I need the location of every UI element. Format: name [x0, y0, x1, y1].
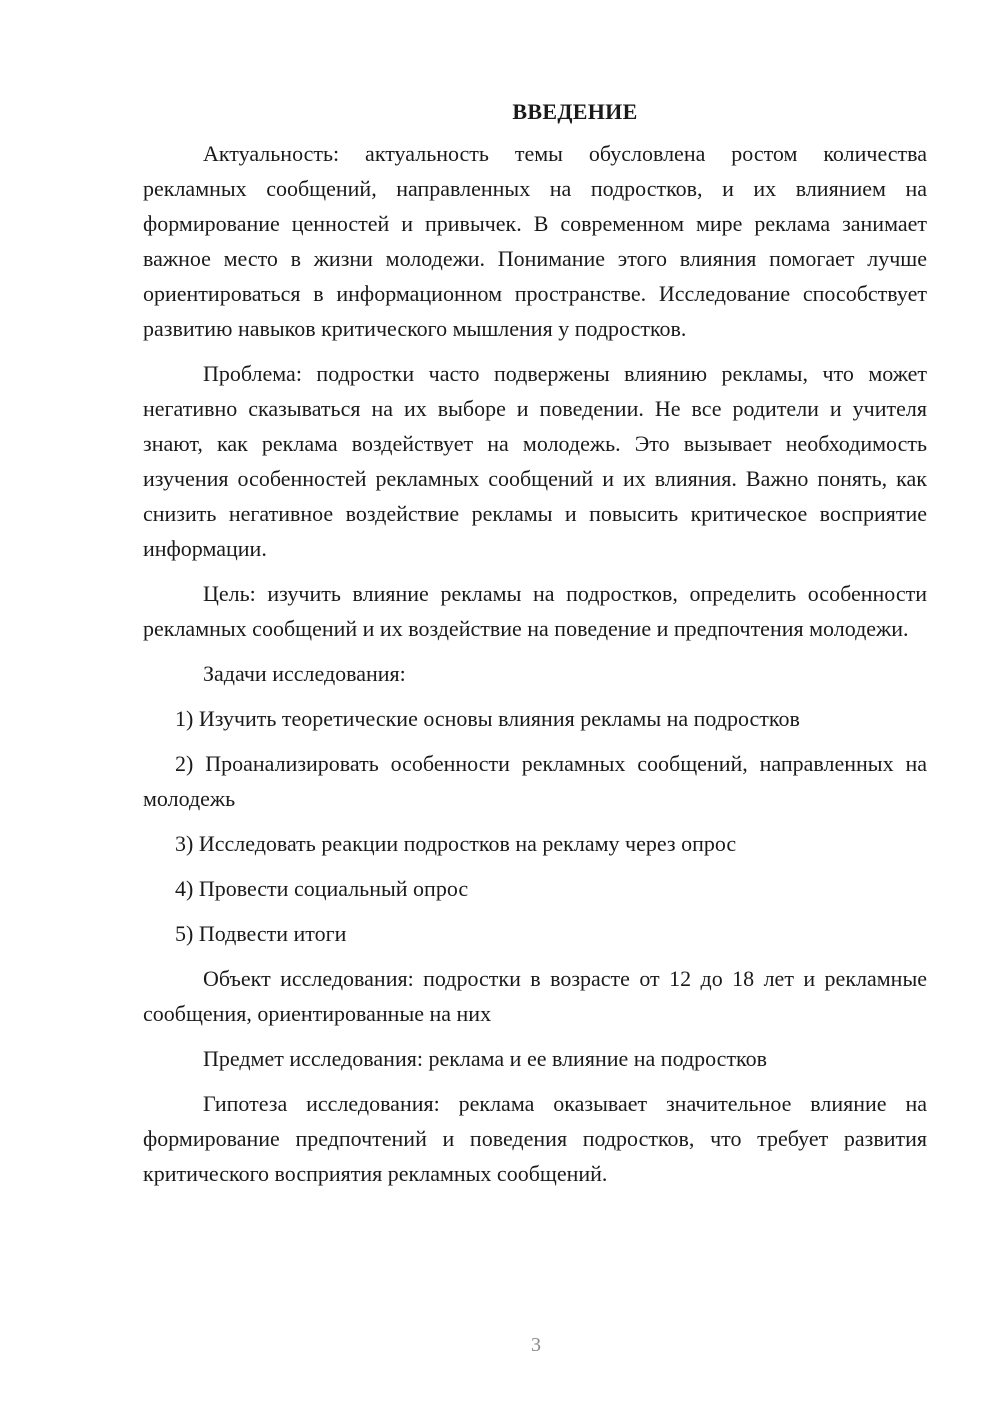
subject-paragraph: Предмет исследования: реклама и ее влияние на подростков — [203, 1046, 768, 1071]
tasks-title: Задачи исследования: — [203, 661, 406, 686]
page-number: 3 — [531, 1334, 541, 1356]
text-body — [143, 94, 927, 1201]
task-item-1: 1) Изучить теоретические основы влияния рекламы на подростков — [175, 706, 800, 731]
hypothesis-paragraph: Гипотеза исследования: реклама оказывает значительное влияние на формирование предпочтений и поведения подростков, что требует развития критического восприятия рекламных сообщений. — [143, 1091, 927, 1186]
section-heading: ВВЕДЕНИЕ — [512, 99, 638, 124]
problem-paragraph: Проблема: подростки часто подвержены влиянию рекламы, что может негативно сказываться на их выборе и поведении. Не все родители и учителя знают, как реклама воздействует на молодежь. Это вызывает необходимость изучения особенностей рекламных сообщений и их влияния. Важно понять, как снизить негативное воздействие рекламы и повысить критическое восприятие информации. — [143, 361, 927, 561]
relevance-paragraph: Актуальность: актуальность темы обусловлена ростом количества рекламных сообщений, направленных на подростков, и их влиянием на формирование ценностей и привычек. В современном мире реклама занимает важное место в жизни молодежи. Понимание этого влияния помогает лучше ориентироваться в информационном пространстве. Исследование способствует развитию навыков критического мышления у подростков. — [143, 141, 927, 341]
goal-paragraph: Цель: изучить влияние рекламы на подростков, определить особенности рекламных сообщений и их воздействие на поведение и предпочтения молодежи. — [143, 581, 927, 641]
task-item-5: 5) Подвести итоги — [175, 921, 347, 946]
task-item-3: 3) Исследовать реакции подростков на рекламу через опрос — [175, 831, 737, 856]
task-item-4: 4) Провести социальный опрос — [175, 876, 469, 901]
object-paragraph: Объект исследования: подростки в возрасте от 12 до 18 лет и рекламные сообщения, ориентированные на них — [143, 966, 927, 1026]
task-item-2: 2) Проанализировать особенности рекламных сообщений, направленных на молодежь — [143, 751, 927, 811]
